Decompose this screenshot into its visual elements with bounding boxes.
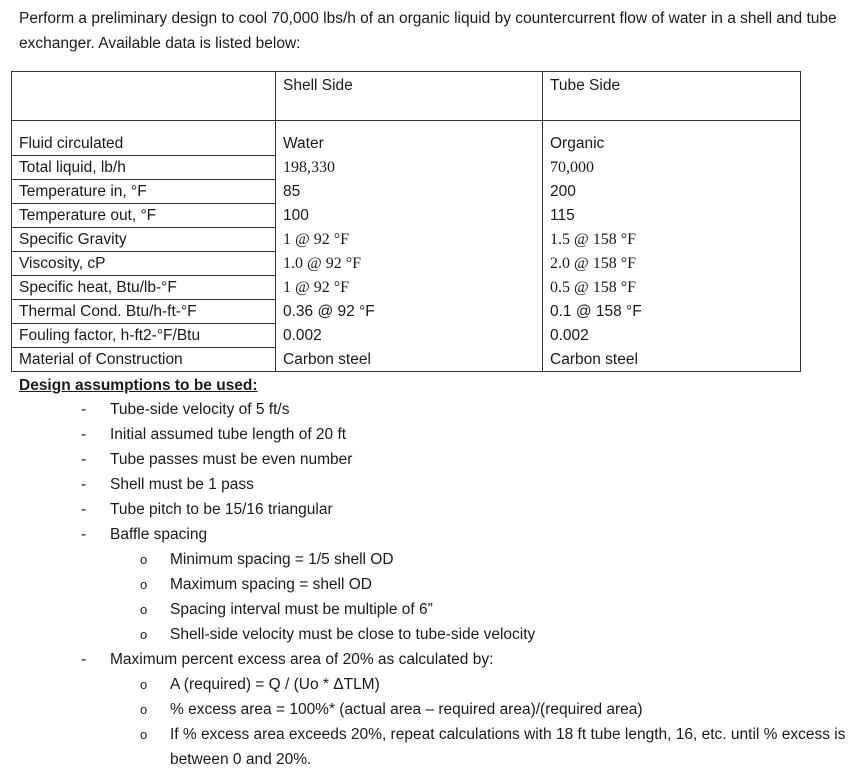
table-row-cell: 100 [276,204,543,228]
sub-assumption-group [0,547,861,647]
table-row [12,300,801,324]
circle-bullet-icon: o [140,627,148,642]
table-row [12,204,801,228]
table-row-cell: Fouling factor, h-ft2-°F/Btu [12,324,276,348]
assumption-text: Shell must be 1 pass [110,476,254,493]
sub-assumption-text: Shell-side velocity must be close to tube-side velocity [170,626,536,643]
assumption-text: Tube passes must be even number [110,451,353,468]
sub-assumption-text: % excess area = 100%* (actual area – required area)/(required area) [170,701,643,718]
dash-bullet-icon: - [81,476,87,493]
table-row-cell: Material of Construction [12,348,276,372]
assumption-text: Tube pitch to be 15/16 triangular [110,501,333,518]
table-row [12,180,801,204]
assumption-text: Baffle spacing [110,526,208,543]
dash-bullet-icon: - [81,401,87,418]
table-row [12,324,801,348]
table-row-cell: 85 [276,180,543,204]
table-row-cell: Fluid circulated [12,132,276,156]
table-row-cell: Temperature out, °F [12,204,276,228]
table-row-cell: 0.5 @ 158 °F [543,276,801,300]
sub-assumption-item [0,697,861,722]
circle-bullet-icon: o [140,677,148,692]
sub-assumption-text: A (required) = Q / (Uo * ΔTLM) [170,676,380,693]
table-row-cell: Specific heat, Btu/lb-°F [12,276,276,300]
table-row [12,132,801,156]
dash-bullet-icon: - [81,426,87,443]
assumptions-list [0,397,861,772]
table-row-cell: Organic [543,132,801,156]
table-row-cell: Carbon steel [543,348,801,372]
table-spacer-row-cell [276,121,543,133]
sub-assumption-text: Minimum spacing = 1/5 shell OD [170,551,394,568]
table-row-cell: Water [276,132,543,156]
table-row-cell: 70,000 [543,156,801,180]
sub-assumption-item [0,572,861,597]
table-header-row [12,72,801,121]
sub-assumption-list [0,672,861,772]
data-table [11,71,801,372]
assumption-item [0,422,861,447]
assumption-item [0,397,861,422]
assumption-item [0,647,861,672]
sub-assumption-item [0,722,861,772]
assumption-item [0,447,861,472]
sub-assumption-text: Maximum spacing = shell OD [170,576,372,593]
circle-bullet-icon: o [140,602,148,617]
circle-bullet-icon: o [140,702,148,717]
sub-assumption-group [0,672,861,772]
problem-statement: Perform a preliminary design to cool 70,000 lbs/h of an organic liquid by countercurrent flow of water in a shell and tube exchanger. Available data is listed below: [19,10,837,52]
table-row-cell: Specific Gravity [12,228,276,252]
table-header-row-cell: Shell Side [276,72,543,121]
table-row-cell: 1.0 @ 92 °F [276,252,543,276]
assumption-item [0,522,861,547]
dash-bullet-icon: - [81,451,87,468]
dash-bullet-icon: - [81,526,87,543]
circle-bullet-icon: o [140,552,148,567]
sub-assumption-item [0,597,861,622]
table-row-cell: Temperature in, °F [12,180,276,204]
table-row-cell: 0.002 [276,324,543,348]
circle-bullet-icon: o [140,727,148,742]
table-row-cell: 1 @ 92 °F [276,228,543,252]
table-row-cell: 1.5 @ 158 °F [543,228,801,252]
table-spacer-row [12,121,801,133]
circle-bullet-icon: o [140,577,148,592]
sub-assumption-list [0,547,861,647]
assumption-text: Maximum percent excess area of 20% as calculated by: [110,651,494,668]
table-row-cell: Total liquid, lb/h [12,156,276,180]
sub-assumption-item [0,622,861,647]
sub-assumption-item [0,547,861,572]
table-row-cell: 198,330 [276,156,543,180]
dash-bullet-icon: - [81,501,87,518]
table-row [12,276,801,300]
table-header-row-cell [12,72,276,121]
sub-assumption-item [0,672,861,697]
table-row [12,156,801,180]
table-row-cell: 0.36 @ 92 °F [276,300,543,324]
table-row-cell: 115 [543,204,801,228]
dash-bullet-icon: - [81,651,87,668]
assumption-item [0,472,861,497]
assumptions-heading: Design assumptions to be used: [19,377,258,394]
table-spacer-row-cell [12,121,276,133]
table-row-cell: 0.002 [543,324,801,348]
table-row-cell: 0.1 @ 158 °F [543,300,801,324]
table-row [12,252,801,276]
table-row-cell: 1 @ 92 °F [276,276,543,300]
table-row-cell: Thermal Cond. Btu/h-ft-°F [12,300,276,324]
sub-assumption-text: If % excess area exceeds 20%, repeat calculations with 18 ft tube length, 16, etc. until % excess is between 0 and 20%. [170,726,846,768]
table-row-cell: Carbon steel [276,348,543,372]
table-spacer-row-cell [543,121,801,133]
assumption-item [0,497,861,522]
table-row-cell: 200 [543,180,801,204]
table-header-row-cell: Tube Side [543,72,801,121]
table-row-cell: Viscosity, cP [12,252,276,276]
table-row [12,228,801,252]
assumption-text: Initial assumed tube length of 20 ft [110,426,347,443]
table-row-cell: 2.0 @ 158 °F [543,252,801,276]
table-row [12,348,801,372]
sub-assumption-text: Spacing interval must be multiple of 6” [170,601,433,618]
assumption-text: Tube-side velocity of 5 ft/s [110,401,290,418]
